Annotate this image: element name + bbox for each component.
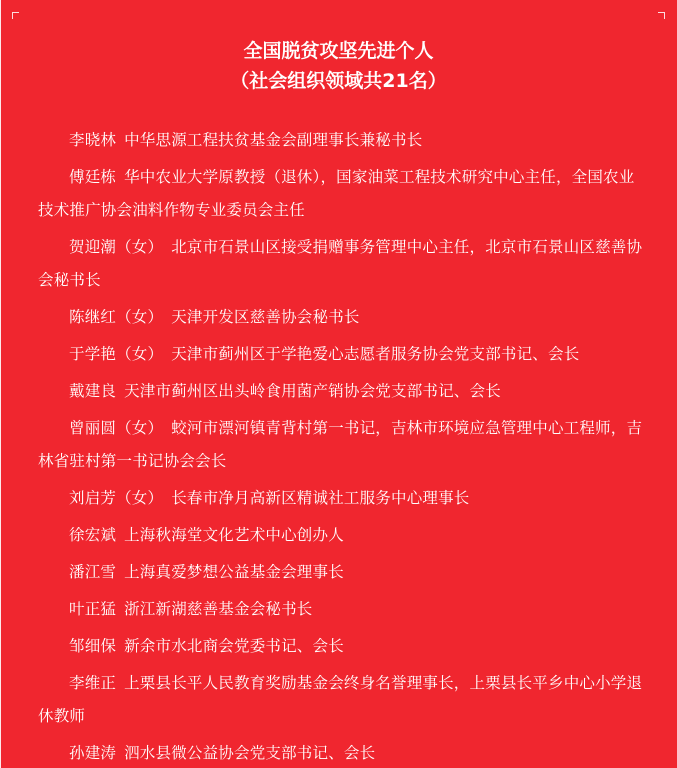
awardee-name: 徐宏斌: [69, 526, 117, 544]
awardee-description: 中华思源工程扶贫基金会副理事长兼秘书长: [124, 131, 423, 149]
awardee-entry: [38, 630, 646, 663]
awardee-description: 蛟河市漂河镇青背村第一书记，吉林市环境应急管理中心工程师，吉林省驻村第一书记协会会长: [38, 419, 643, 470]
awardee-name: 李维正: [69, 674, 117, 692]
corner-decoration-top-right: [658, 12, 665, 19]
awardee-name: 邹细保: [69, 637, 117, 655]
awardee-entry: [38, 482, 646, 515]
awardee-name: 傅廷栋: [69, 168, 117, 186]
awardee-entry: [38, 556, 646, 589]
awardee-description: 北京市石景山区接受捐赠事务管理中心主任，北京市石景山区慈善协会秘书长: [38, 238, 643, 289]
awardee-name: 贺迎潮（女）: [69, 238, 164, 256]
awardee-entry: [38, 301, 646, 334]
awardee-description: 浙江新湖慈善基金会秘书长: [124, 600, 313, 618]
document-header: [0, 36, 677, 96]
awardee-entry: [38, 667, 646, 733]
awardee-name: 潘江雪: [69, 563, 117, 581]
awardee-name: 孙建涛: [69, 744, 117, 762]
document-subtitle: （社会组织领域共21名）: [230, 70, 447, 92]
corner-decoration-top-left: [12, 12, 19, 19]
awardee-entry: [38, 161, 646, 227]
left-border-line: [0, 0, 1, 768]
awardee-name: 陈继红（女）: [69, 308, 164, 326]
awardee-name: 刘启芳（女）: [69, 489, 164, 507]
awardee-entry: [38, 412, 646, 478]
awardee-entry: [38, 737, 646, 768]
awardee-description: 上栗县长平人民教育奖励基金会终身名誉理事长，上栗县长平乡中心小学退休教师: [38, 674, 643, 725]
awardee-name: 曾丽圆（女）: [69, 419, 164, 437]
awardee-entry: [38, 593, 646, 626]
awardee-name: 戴建良: [69, 382, 117, 400]
awardee-description: 天津市蓟州区于学艳爱心志愿者服务协会党支部书记、会长: [171, 345, 580, 363]
awardee-description: 天津开发区慈善协会秘书长: [171, 308, 360, 326]
document-title: 全国脱贫攻坚先进个人: [243, 40, 434, 62]
awardee-name: 于学艳（女）: [69, 345, 164, 363]
awardee-description: 泗水县微公益协会党支部书记、会长: [124, 744, 376, 762]
awardee-description: 长春市净月高新区精诚社工服务中心理事长: [171, 489, 470, 507]
awardee-description: 上海真爱梦想公益基金会理事长: [124, 563, 344, 581]
awardee-entry: [38, 519, 646, 552]
awardee-description: 天津市蓟州区出头岭食用菌产销协会党支部书记、会长: [124, 382, 501, 400]
awardee-description: 上海秋海堂文化艺术中心创办人: [124, 526, 344, 544]
awardee-description: 华中农业大学原教授（退休），国家油菜工程技术研究中心主任，全国农业技术推广协会油料作物专业委员会主任: [38, 168, 635, 219]
awardee-name: 李晓林: [69, 131, 117, 149]
awardee-entry: [38, 124, 646, 157]
awardee-entry: [38, 231, 646, 297]
awardee-description: 新余市水北商会党委书记、会长: [124, 637, 344, 655]
awardee-entry: [38, 338, 646, 371]
awardee-list: [38, 124, 646, 768]
awardee-entry: [38, 375, 646, 408]
awardee-name: 叶正猛: [69, 600, 117, 618]
